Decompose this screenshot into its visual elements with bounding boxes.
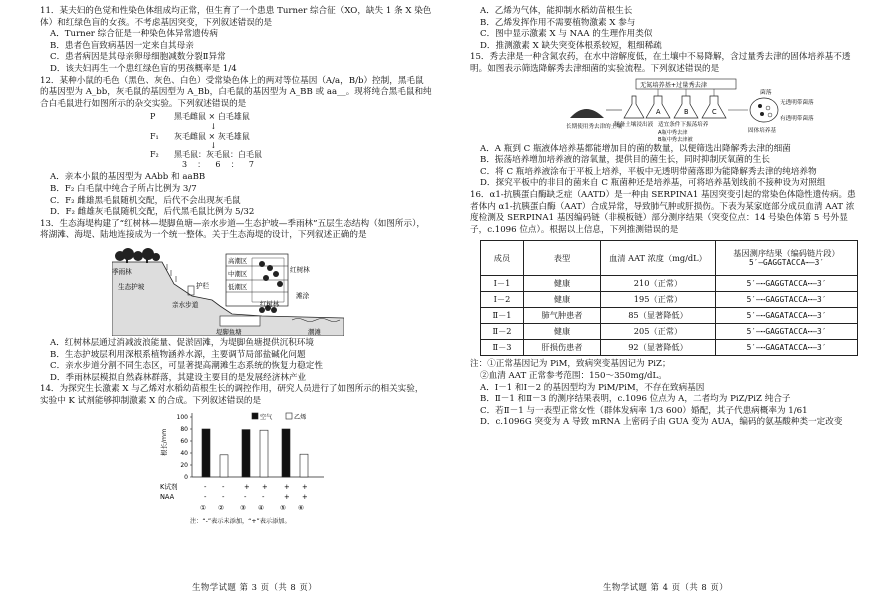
cell-phenotype: 肺气肿患者: [524, 308, 601, 324]
q11-option-a: A．Turner 综合征是一种染色体异常遗传病: [50, 29, 218, 40]
q16-note-2: ②血清 AAT 正常参考范围：150～350mg/dL。: [480, 370, 667, 381]
label-walkway: 亲水步道: [172, 300, 199, 309]
label-monsoon: 季雨林: [112, 267, 132, 276]
footer-right: 生物学试题 第 4 页（共 8 页）: [603, 582, 729, 592]
row-value: +: [244, 483, 250, 492]
row-value: -: [222, 493, 225, 502]
q13-option-b: B．生态护坡层利用深根系植物涵养水源，主要调节局部盐碱化问题: [50, 349, 306, 360]
th-aat: 血清 AAT 浓度（mg/dL）: [601, 241, 716, 276]
q11-option-d: D．该夫妇再生一个患红绿色盲的男孩概率是 1/4: [50, 63, 237, 74]
flask-c-label: C: [712, 107, 717, 116]
cell-aat: 195（正常）: [601, 292, 716, 308]
label-opaque: 有透明带菌落: [780, 115, 814, 122]
q16-option-a: A．Ⅰ－1 和Ⅰ－2 的基因型均为 PiM/PiM，不存在致病基因: [480, 382, 705, 393]
cell-sequence: 5′—⋯GAGATACCA⋯—3′: [716, 308, 858, 324]
label-note2: B瓶中秀去津被: [658, 136, 693, 142]
label-flat: 潮滩: [308, 327, 321, 336]
table-row: [481, 292, 858, 308]
group-label: ⑥: [298, 504, 305, 513]
q13-option-d: D．季雨林层模拟自然森林群落，其建设主要目的是发展经济林产业: [50, 372, 307, 383]
y-tick-label: 100: [176, 414, 188, 422]
bar-空气: [242, 430, 250, 477]
th-sequence: [716, 241, 858, 276]
flask-icons: [624, 96, 726, 118]
table-row: [481, 324, 858, 340]
soil-icon: [570, 109, 604, 118]
flask-b-label: B: [684, 107, 689, 116]
q11-stem: 11．某夫妇的色觉和性染色体组成均正常，但生育了一个患患 Turner 综合征（XO，缺失 1 条 X 染色体）和红绿色盲的女孩。不考虑基因突变，下列叙述错误的是: [40, 6, 432, 28]
cell-aat: 210（正常）: [601, 276, 716, 292]
q14-option-a: A．乙烯为气体，能抑制水稻幼苗根生长: [480, 6, 633, 16]
th-sequence-title: 基因测序结果（编码链片段）: [733, 248, 840, 259]
q12-option-b: B．F₂ 白毛鼠中纯合子所占比例为 3/7: [50, 183, 197, 194]
q15-screening-figure: [566, 78, 816, 142]
label-high-tide: 高潮区: [228, 256, 248, 265]
bar-乙烯: [220, 455, 228, 477]
q12-cross-diagram: [150, 112, 350, 170]
label-guard: 护栏: [196, 281, 210, 290]
q16-stem: 16．α1-抗胰蛋白酶缺乏症（AATD）是一种由 SERPINA1 基因突变引起的常染色体隐性遗传病。患者体内 α1-抗胰蛋白酶（AAT）合成异常，导致肺气肿或肝损伤。下表为某家庭部分成员血清 AAT 浓度检测及 SERPINA1 基因编码链（非模板链）部分测序结果（突变位点：14 号染色体第 5 号外显子，c.1096 位点）。根据以上信息，下列推测错误的是: [470, 189, 856, 235]
q15-option-a: A．A 瓶到 C 瓶液体培养基都能增加目的菌的数量，以便筛选出降解秀去津的细菌: [480, 143, 791, 154]
row-value: -: [262, 493, 265, 502]
cross-f1-text: 灰毛雌鼠 × 灰毛雄鼠: [174, 132, 250, 142]
cell-member: Ⅱ－3: [481, 340, 524, 356]
plate-icon: [750, 98, 778, 122]
row-value: +: [302, 493, 308, 502]
cell-aat: 205（正常）: [601, 324, 716, 340]
cell-sequence: 5′—⋯GAGGTACCA⋯—3′: [716, 324, 858, 340]
cell-phenotype: 健康: [524, 276, 601, 292]
screening-flow-diagram: [566, 78, 816, 142]
row-value: -: [204, 483, 207, 492]
seawall-diagram: [112, 244, 344, 336]
row-value: -: [204, 493, 207, 502]
label-soil: 长期使用秀去津的土壤: [566, 123, 622, 130]
label-note1: A瓶中秀去津: [658, 129, 688, 136]
q12-option-c: C．F₂ 雌雄黑毛鼠随机交配，后代不会出现灰毛鼠: [50, 195, 241, 206]
row-value: -: [222, 483, 225, 492]
cross-arrow-1: ↓: [210, 122, 217, 132]
y-tick-label: 20: [180, 462, 188, 470]
flask-a-label: A: [656, 107, 661, 116]
label-pond: 堤脚鱼塘: [216, 327, 242, 336]
q15-option-b: B．振荡培养增加培养液的溶氧量，提供目的菌生长，同时抑制厌氧菌的生长: [480, 155, 770, 166]
q12-stem: 12．某种小鼠的毛色（黑色、灰色、白色）受常染色体上的两对等位基因（A/a，B/b）控制，黑毛鼠的基因型为 A_bb，灰毛鼠的基因型为 A_Bb，白毛鼠的基因型为 A_BB 或 aa__。现将纯合黑毛鼠和纯合白毛鼠进行如图所示的杂交实验。下列叙述错误的是: [40, 75, 432, 109]
q16-gene-table: [480, 240, 858, 356]
th-sequence-ref: 5′—GAGGTACCA⋯—3′: [748, 258, 825, 268]
bar-空气: [202, 429, 210, 477]
q14-option-b: B．乙烯发挥作用不需要植物激素 X 参与: [480, 17, 636, 28]
cell-phenotype: 健康: [524, 292, 601, 308]
label-step3: 固体培养基: [748, 127, 776, 134]
left-column: [40, 6, 432, 529]
group-label: ④: [258, 504, 265, 513]
q16-option-d: D．c.1096G 突变为 A 导致 mRNA 上密码子由 GUA 变为 AUA，编码的氨基酸种类一定改变: [480, 417, 843, 428]
label-colony: 菌落: [760, 89, 772, 96]
cell-aat: 85（显著降低）: [601, 308, 716, 324]
q11-option-b: B．患者色盲致病基因一定来自其母亲: [50, 40, 194, 51]
chart-note: 注：“-”表示未添加，“+”表示添加。: [190, 518, 291, 526]
cross-arrow-2: ↓: [210, 141, 217, 151]
pond-icon: [220, 316, 260, 326]
label-slope: 生态护坡: [118, 282, 145, 291]
bar-空气: [282, 429, 290, 477]
table-row: [481, 276, 858, 292]
bar-乙烯: [300, 455, 308, 478]
th-phenotype: 表型: [524, 241, 601, 276]
y-tick-label: 0: [184, 474, 188, 482]
label-mangrove-bottom: 红树林: [260, 299, 280, 308]
q13-option-a: A．红树林层通过消减波浪能量、促淤固滩，为堤脚鱼塘提供沉积环境: [50, 337, 315, 348]
cell-sequence: 5′—⋯GAGATACCA⋯—3′: [716, 340, 858, 356]
q13-option-c: C．亲水步道分割不同生态区，可显著提高潮滩生态系统的恢复力稳定性: [50, 361, 323, 372]
q14-option-d: D．推测激素 X 缺失突变体根系较短，粗细稀疏: [480, 40, 662, 51]
y-tick-label: 40: [180, 450, 188, 458]
group-label: ②: [218, 504, 225, 513]
q14-stem: 14．为探究生长激素 X 与乙烯对水稻幼苗根生长的调控作用，研究人员进行了如图所示的相关实验，实验中 K 试剂能够抑制激素 X 的合成。下列叙述错误的是: [40, 384, 424, 406]
row-value: +: [302, 483, 308, 492]
monsoon-forest-icon: [115, 248, 160, 263]
label-clear: 无透明带菌落: [780, 99, 814, 106]
row-value: +: [284, 483, 290, 492]
cell-sequence: 5′—⋯GAGGTACCA⋯—3′: [716, 292, 858, 308]
root-length-bar-chart: [160, 409, 330, 527]
cell-phenotype: 肝损伤患者: [524, 340, 601, 356]
y-tick-label: 60: [180, 438, 188, 446]
label-beach: 滩涂: [296, 291, 310, 300]
label-medium: 无氮培养基+过量秀去津: [640, 81, 708, 89]
q14-root-length-chart: [160, 409, 330, 527]
cross-f2-text: 黑毛鼠：灰毛鼠：白毛鼠: [174, 150, 262, 160]
cross-p-text: 黑毛雌鼠 × 白毛雄鼠: [174, 112, 250, 122]
q13-ecological-seawall-figure: [112, 244, 344, 336]
th-member: 成员: [481, 241, 524, 276]
table-row: [481, 340, 858, 356]
group-label: ⑤: [280, 504, 287, 513]
q13-stem: 13．生态海堤构建了“红树林—堤脚鱼塘—亲水步道—生态护坡—季雨林”五层生态结构（如图所示），将湖滩、海堤、陆地连接成为一个统一整体。关于生态海堤的设计，下列叙述正确的是: [40, 218, 425, 241]
legend-label: 空气: [260, 414, 273, 422]
legend-label: 乙烯: [294, 414, 307, 422]
legend-swatch: [252, 413, 258, 419]
label-step1: 制备土壤浸出液: [614, 121, 654, 128]
cross-p-label: P: [150, 112, 156, 122]
table-header-row: [481, 241, 858, 276]
cell-phenotype: 健康: [524, 324, 601, 340]
group-label: ③: [240, 504, 247, 513]
row-value: +: [284, 493, 290, 502]
label-mid-tide: 中潮区: [228, 269, 248, 278]
cell-aat: 92（显著降低）: [601, 340, 716, 356]
cross-f1-label: F₁: [150, 132, 159, 142]
q11-option-c: C．患者病因是其母亲卵母细胞减数分裂Ⅱ异常: [50, 52, 226, 63]
legend-swatch: [286, 413, 292, 419]
chart-ylabel: 根长/mm: [160, 429, 168, 457]
cell-member: Ⅰ－2: [481, 292, 524, 308]
table-row: [481, 308, 858, 324]
cell-sequence: 5′—⋯GAGGTACCA⋯—3′: [716, 276, 858, 292]
bar-乙烯: [260, 431, 268, 478]
chart-row-label-naa: NAA: [160, 493, 175, 502]
footer-left: 生物学试题 第 3 页（共 8 页）: [192, 582, 318, 592]
q15-stem: 15．秀去津是一种含氮农药，在水中溶解度低，在土壤中不易降解，含过量秀去津的固体培养基不透明。如图表示筛选降解秀去津细菌的实验流程。下列叙述错误的是: [470, 52, 851, 74]
cross-f2-label: F₂: [150, 150, 159, 160]
q16-option-b: B．Ⅱ－1 和Ⅱ－3 的测序结果表明，c.1096 位点为 A，二者均为 PiZ/PiZ 纯合子: [480, 394, 791, 405]
chart-row-label-k: K试剂: [160, 483, 178, 492]
row-value: -: [244, 493, 247, 502]
row-value: +: [262, 483, 268, 492]
q15-option-d: D．探究平板中的非目的菌来自 C 瓶菌种还是培养基，可将培养基划线前不接种设为对照组: [480, 178, 826, 189]
label-low-tide: 低潮区: [228, 282, 248, 291]
cell-member: Ⅱ－2: [481, 324, 524, 340]
group-label: ①: [200, 504, 207, 513]
q16-option-c: C．若Ⅱ－1 与一表型正常女性（群体发病率 1/3 600）婚配，其子代患病概率为 1/61: [480, 405, 808, 416]
q12-option-a: A．亲本小鼠的基因型为 AAbb 和 aaBB: [50, 172, 206, 183]
cell-member: Ⅱ－1: [481, 308, 524, 324]
cross-ratio: 3 ： 6 ： 7: [182, 160, 254, 170]
y-tick-label: 80: [180, 426, 188, 434]
q12-option-d: D．F₂ 雌雄灰毛鼠随机交配，后代黑毛鼠比例为 5/32: [50, 207, 255, 218]
right-column: [470, 6, 862, 429]
label-mangrove-top: 红树林: [290, 265, 310, 274]
cell-member: Ⅰ－1: [481, 276, 524, 292]
q14-option-c: C．图中显示激素 X 与 NAA 的生理作用类似: [480, 29, 653, 40]
q16-note-1: 注：①正常基因记为 PiM，致病突变基因记为 PiZ；: [470, 359, 671, 370]
label-step2: 适宜条件下振荡培养: [658, 121, 709, 128]
q15-option-c: C．将 C 瓶培养液涂布于平板上培养，平板中无透明带菌落即为能降解秀去津的纯培养物: [480, 166, 817, 177]
